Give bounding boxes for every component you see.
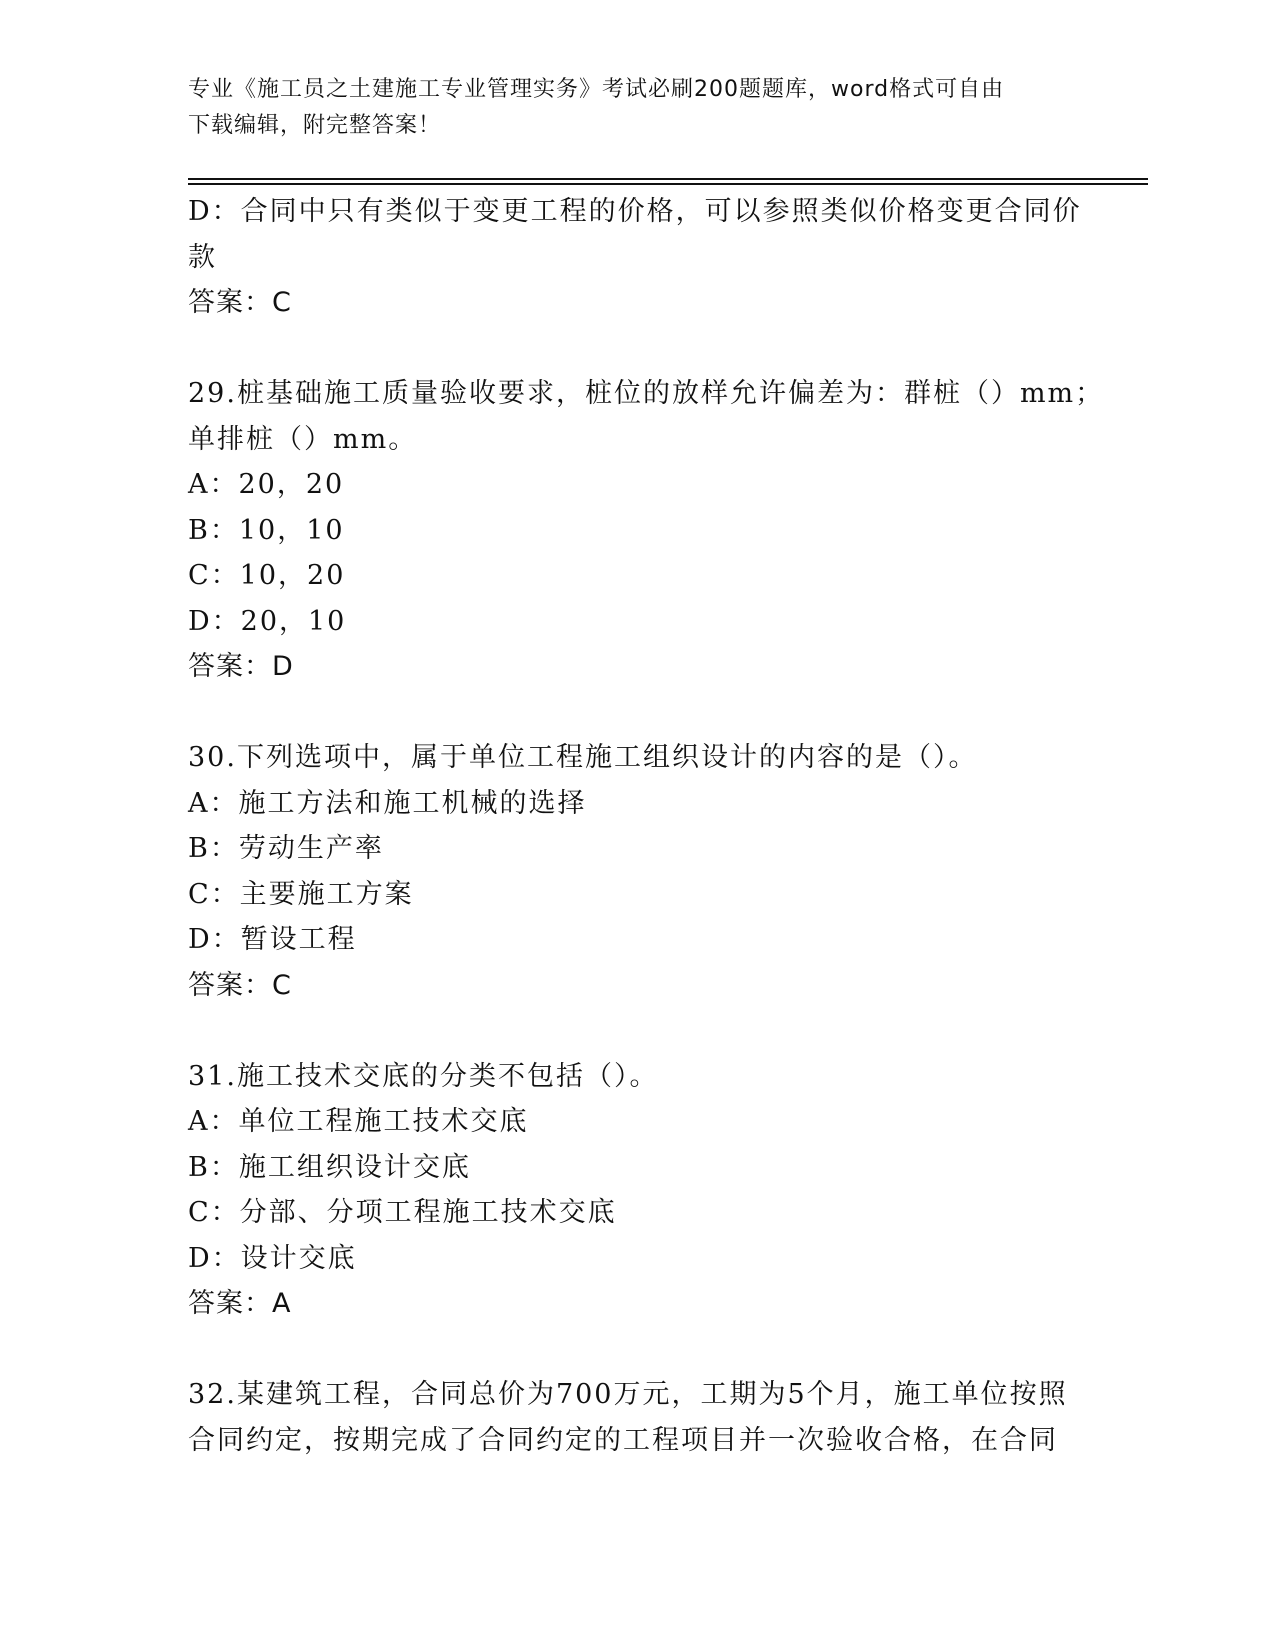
option-a: A：20，20 [188, 469, 345, 500]
answer-line: 答案：C [188, 969, 292, 1001]
question-stem-continued: 单排桩（）mm。 [188, 423, 418, 455]
page-header [188, 72, 1068, 144]
answer-line: 答案：D [188, 651, 294, 682]
question-content [188, 189, 1105, 1463]
option-d: D：暂设工程 [188, 924, 357, 955]
spacer [188, 326, 1088, 372]
header-line-1: 专业《施工员之土建施工专业管理实务》考试必刷200题题库，word格式可自由 [188, 77, 1005, 102]
option-d: D：20，10 [188, 605, 347, 637]
question-stem-continued: 合同约定，按期完成了合同约定的工程项目并一次验收合格，在合同 [188, 1424, 1058, 1456]
option-a: A：施工方法和施工机械的选择 [188, 787, 587, 819]
option-d: D：设计交底 [188, 1242, 357, 1274]
question-stem: 29.桩基础施工质量验收要求，桩位的放样允许偏差为：群桩（）mm； [188, 378, 1105, 409]
option-b: B：施工组织设计交底 [188, 1151, 471, 1183]
option-c: C：10，20 [188, 560, 346, 591]
question-32 [188, 1372, 1088, 1463]
question-31 [188, 1054, 1088, 1327]
question-stem: 30.下列选项中，属于单位工程施工组织设计的内容的是（）。 [188, 742, 978, 773]
option-b: B：10，10 [188, 514, 345, 546]
option-d: D：合同中只有类似于变更工程的价格，可以参照类似价格变更合同价 [188, 196, 1082, 227]
option-b: B：劳动生产率 [188, 833, 384, 864]
spacer [188, 1008, 1088, 1054]
option-c: C：分部、分项工程施工技术交底 [188, 1197, 617, 1228]
question-29 [188, 371, 1105, 690]
header-divider-top [188, 178, 1148, 180]
question-stem: 31.施工技术交底的分类不包括（）。 [188, 1060, 659, 1092]
header-divider-bottom [188, 183, 1148, 185]
question-30 [188, 735, 1088, 1008]
question-stem: 32.某建筑工程，合同总价为700万元，工期为5个月，施工单位按照 [188, 1379, 1068, 1410]
option-c: C：主要施工方案 [188, 878, 414, 910]
option-d-continued: 款 [188, 241, 217, 273]
spacer [188, 1327, 1088, 1373]
answer-line: 答案：A [188, 1288, 292, 1319]
answer-line: 答案：C [188, 287, 292, 318]
option-a: A：单位工程施工技术交底 [188, 1106, 529, 1137]
header-line-2: 下载编辑，附完整答案！ [188, 113, 442, 138]
spacer [188, 690, 1088, 736]
